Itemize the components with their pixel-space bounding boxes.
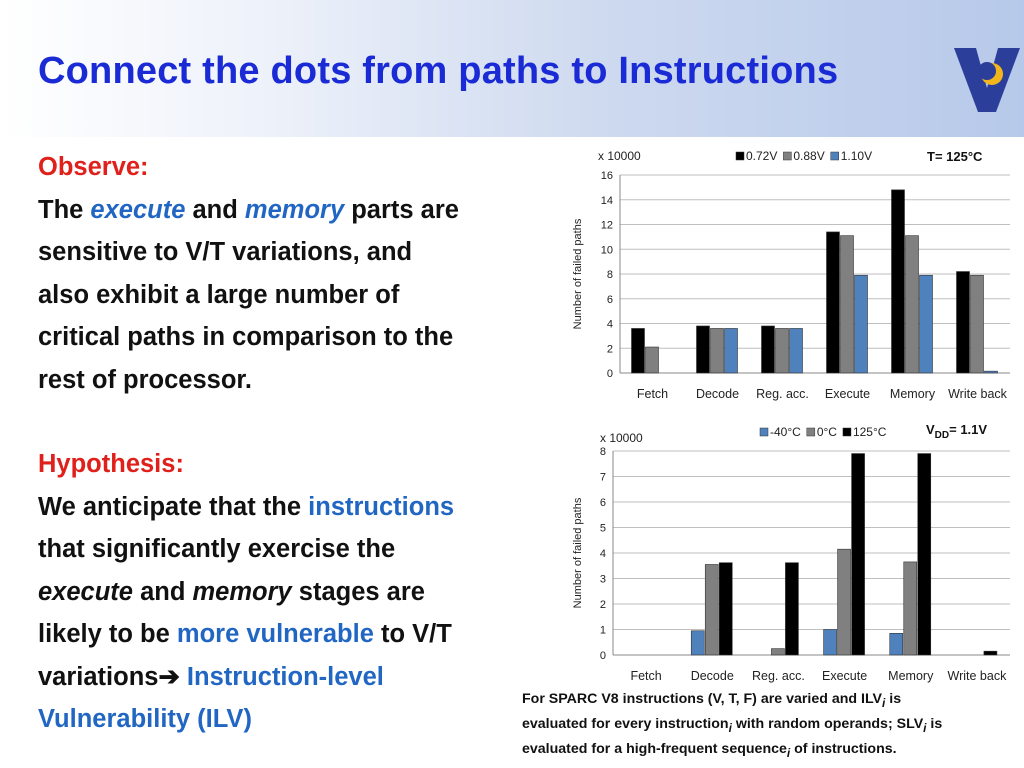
- bar-125°C: [852, 454, 865, 655]
- chart-voltage: [560, 146, 1015, 408]
- bar-0.72V: [957, 272, 970, 373]
- subscript: i: [923, 720, 927, 735]
- y-tick-label: 4: [606, 318, 613, 331]
- instructions-emphasis: instructions: [308, 492, 455, 521]
- bar-125°C: [984, 651, 997, 655]
- y-tick-label: 2: [599, 599, 606, 611]
- right-arrow-icon: ➔: [158, 662, 180, 691]
- y-tick-label: 6: [606, 293, 613, 306]
- vdd-annotation: $V_{DD}= 1.1V$: [926, 422, 988, 441]
- memory-emphasis: memory: [244, 195, 345, 224]
- text-run: and: [185, 195, 245, 224]
- x-tick-label: Execute: [824, 387, 871, 401]
- text-run: is: [926, 715, 943, 732]
- y-tick-label: 0: [606, 368, 613, 380]
- caption-line-2: [522, 714, 1012, 739]
- chart-temperature: [560, 420, 1015, 688]
- y-axis-label: Number of failed paths: [572, 497, 584, 609]
- x-tick-label: Memory: [888, 669, 934, 683]
- bar-1.10V: [985, 371, 998, 373]
- y-tick-label: 5: [599, 522, 606, 535]
- observe-line-5: rest of processor.: [38, 365, 252, 394]
- x-tick-label: Decode: [695, 387, 740, 401]
- y-tick-label: 8: [599, 446, 606, 458]
- bar-0.88V: [906, 236, 919, 373]
- text-run: with random operands; SLV: [731, 715, 924, 732]
- chart-temperature-svg: [560, 420, 1015, 688]
- x-tick-label: Reg. acc.: [756, 387, 809, 401]
- bar-0.88V: [646, 347, 659, 373]
- y-tick-label: 8: [606, 269, 613, 281]
- legend-swatch: [807, 428, 815, 436]
- text-run: to V/T: [373, 620, 452, 648]
- subscript: i: [728, 720, 732, 735]
- execute-italic: execute: [38, 577, 133, 606]
- bar-1.10V: [855, 275, 868, 373]
- x-tick-label: Fetch: [630, 669, 662, 683]
- bar-0°C: [771, 649, 784, 655]
- y-tick-label: 10: [600, 244, 613, 257]
- bar-1.10V: [920, 275, 933, 373]
- slide-header: [0, 0, 1024, 137]
- observe-line-1: [38, 189, 558, 232]
- text-run: parts are: [344, 195, 459, 224]
- legend-swatch: [736, 152, 744, 160]
- bar-0.88V: [711, 328, 724, 373]
- spacer: [38, 401, 558, 443]
- y-tick-label: 3: [599, 573, 606, 586]
- text-run: We anticipate that the: [38, 492, 309, 521]
- body-text: [38, 146, 558, 741]
- unit-label: x 10000: [600, 431, 643, 445]
- y-tick-label: 0: [599, 650, 606, 662]
- bar-0.72V: [827, 232, 840, 373]
- bar-125°C: [719, 563, 732, 655]
- y-tick-label: 14: [600, 194, 613, 207]
- university-logo-icon: [952, 44, 1022, 116]
- caption-line-1: [522, 689, 1012, 714]
- bar-0°C: [705, 564, 718, 655]
- observe-line-4: critical paths in comparison to the: [38, 323, 454, 351]
- subscript: i: [882, 695, 886, 710]
- bar-0.88V: [971, 275, 984, 373]
- text-run: evaluated for a high-frequent sequence: [522, 740, 787, 757]
- y-tick-label: 2: [606, 343, 613, 356]
- subscript: i: [786, 745, 791, 760]
- x-tick-label: Reg. acc.: [752, 669, 805, 683]
- bar-0.88V: [841, 236, 854, 373]
- text-run: of instructions.: [790, 740, 897, 757]
- chart-voltage-svg: [560, 146, 1015, 408]
- y-tick-label: 4: [599, 548, 606, 560]
- legend-swatch: [831, 152, 839, 160]
- text-run: likely to be: [38, 620, 177, 648]
- y-tick-label: 12: [600, 219, 613, 232]
- legend-swatch: [760, 428, 768, 436]
- bar--40°C: [691, 631, 704, 655]
- bar-0°C: [904, 562, 917, 655]
- temperature-annotation: T= 125°C: [927, 149, 983, 164]
- slide-title: Connect the dots from paths to Instructions: [38, 50, 839, 92]
- legend-swatch: [783, 152, 791, 160]
- hypothesis-line-1: [38, 486, 558, 529]
- bar-0.88V: [776, 328, 789, 373]
- observe-line-3: also exhibit a large number of: [38, 280, 400, 309]
- caption-line-3: [522, 739, 1012, 764]
- y-tick-label: 1: [599, 624, 606, 637]
- hypothesis-line-2: that significantly exercise the: [38, 535, 396, 563]
- y-tick-label: 16: [600, 170, 613, 182]
- legend-label: -40°C: [770, 425, 801, 439]
- bar-0.72V: [697, 326, 710, 373]
- text-run: evaluated for every instruction: [522, 715, 729, 732]
- observe-heading: Observe:: [38, 153, 149, 181]
- y-tick-label: 6: [599, 497, 606, 509]
- text-run: The: [38, 195, 91, 224]
- observe-line-2: sensitive to V/T variations, and: [38, 238, 413, 266]
- bar--40°C: [890, 633, 903, 655]
- text-run: and: [132, 577, 193, 606]
- x-tick-label: Fetch: [636, 387, 669, 401]
- text-run: For SPARC V8 instructions (V, T, F) are varied and ILV: [522, 691, 883, 707]
- more-vulnerable-emphasis: more vulnerable: [176, 620, 374, 648]
- hypothesis-line-3: [38, 571, 558, 614]
- bar-0.72V: [892, 190, 905, 373]
- figure-caption: [522, 689, 1012, 763]
- x-tick-label: Write back: [947, 669, 1007, 683]
- legend-label: 0.88V: [793, 149, 825, 163]
- bar-0.72V: [762, 326, 775, 373]
- x-tick-label: Execute: [821, 669, 868, 683]
- unit-label: x 10000: [598, 149, 641, 163]
- execute-emphasis: execute: [90, 195, 186, 224]
- y-tick-label: 7: [599, 471, 606, 484]
- bar-1.10V: [790, 328, 803, 373]
- legend-label: 125°C: [852, 425, 887, 439]
- text-run: variations: [38, 662, 159, 691]
- x-tick-label: Write back: [948, 387, 1007, 401]
- ilv-emphasis: Instruction-level: [179, 662, 384, 691]
- memory-italic: memory: [192, 577, 292, 606]
- x-tick-label: Decode: [690, 669, 734, 683]
- hypothesis-line-6: Vulnerability (ILV): [38, 705, 252, 733]
- text-run: is: [885, 691, 902, 707]
- hypothesis-heading: Hypothesis:: [38, 450, 184, 478]
- legend-label: 0.72V: [746, 149, 778, 163]
- legend-swatch: [843, 428, 851, 436]
- legend-label: 0°C: [816, 425, 837, 439]
- x-tick-label: Memory: [889, 387, 936, 401]
- legend-label: 1.10V: [840, 149, 873, 163]
- bar-0.72V: [632, 328, 645, 373]
- bar--40°C: [824, 630, 837, 656]
- bar-125°C: [918, 454, 931, 655]
- bar-1.10V: [725, 328, 738, 373]
- bar-125°C: [785, 563, 798, 655]
- text-run: stages are: [291, 577, 425, 606]
- y-axis-label: Number of failed paths: [572, 218, 584, 330]
- hypothesis-line-5: [38, 656, 558, 699]
- bar-0°C: [838, 549, 851, 655]
- hypothesis-line-4: [38, 613, 558, 656]
